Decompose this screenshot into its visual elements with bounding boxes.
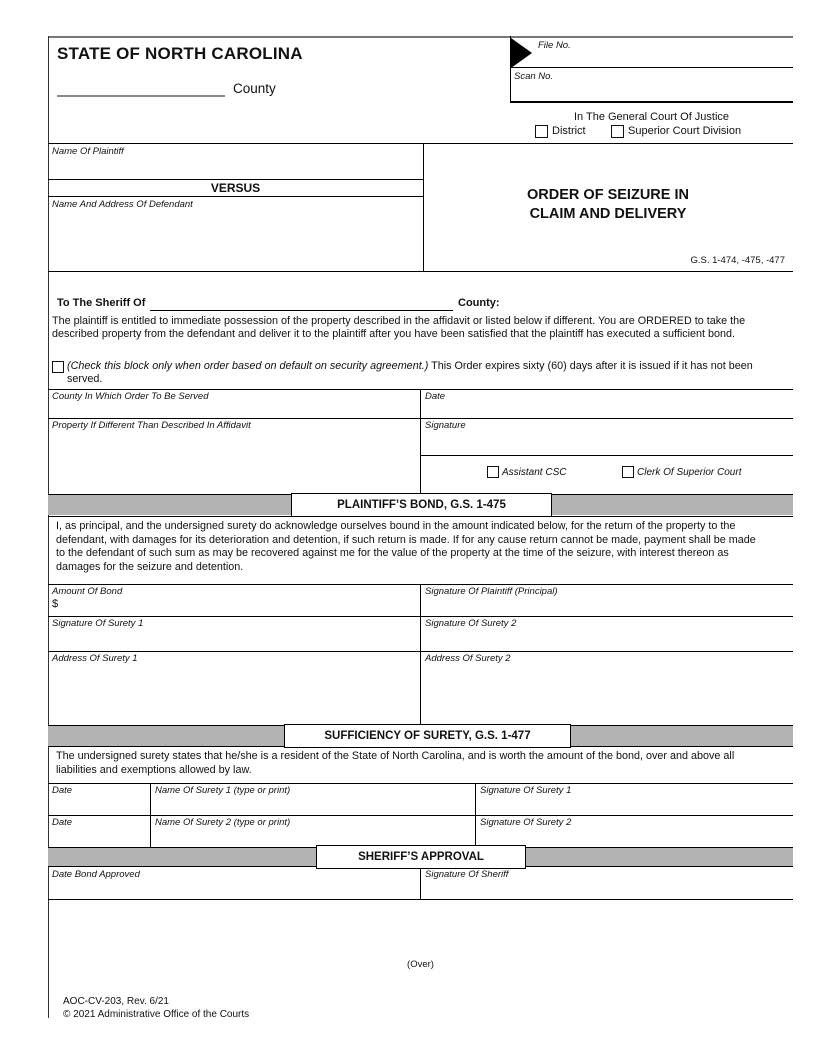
property-label: Property If Different Than Described In Affidavit [52,420,251,431]
form-title [424,186,792,224]
county-served-label: County In Which Order To Be Served [52,391,209,402]
order-checkbox-text [67,360,767,386]
county-blank[interactable] [57,81,225,97]
court-division-line: In The General Court Of Justice [573,111,730,123]
form-title-line2: CLAIM AND DELIVERY [529,206,687,222]
superior-checkbox[interactable] [611,125,624,138]
scan-no-field[interactable] [514,83,788,99]
sufficiency-heading-box [284,724,571,748]
district-checkbox[interactable] [535,125,548,138]
order-date-label: Date [425,391,446,402]
suff-sig2-field[interactable] [477,829,789,844]
assistant-csc-checkbox[interactable] [487,466,499,478]
sig-surety1-field[interactable] [50,630,418,648]
suff-name1-label: Name Of Surety 1 (type or print) [155,785,291,796]
clerk-checkbox[interactable] [622,466,634,478]
suff-name1-field[interactable] [152,797,472,812]
date-bond-approved-label: Date Bond Approved [52,869,140,880]
copyright: © 2021 Administrative Office of the Courts [63,1009,250,1020]
row-divider [420,866,421,899]
property-field[interactable] [50,433,418,491]
caption-top-line [48,143,793,144]
sheriff-heading: SHERIFF’S APPROVAL [358,851,484,863]
order-body: The plaintiff is entitled to immediate possession of the property described in the affidavit or listed below if different. You are ORDERED to take the described property from the defendant and deliver it to the plaintiff after you have been satisfied that the plaintiff has executed a sufficient bond. [52,315,746,341]
addr-surety1-field[interactable] [50,666,418,722]
row-line [48,783,793,784]
suff-name2-label: Name Of Surety 2 (type or print) [155,817,291,828]
bond-heading: PLAINTIFF’S BOND, G.S. 1-475 [337,499,506,511]
sheriff-heading-box [316,845,526,869]
county-served-field[interactable] [50,403,418,417]
sig-surety2-label: Signature Of Surety 2 [425,618,517,629]
sig-plaintiff-field[interactable] [422,598,790,613]
order-checkbox-rest: This Order expires sixty (60) days after it is issued if it has not been served. [67,360,753,386]
suff-date2-field[interactable] [50,829,148,844]
signature-label: Signature [425,420,466,431]
file-no-field[interactable] [538,52,788,66]
row-divider [420,389,421,418]
row-divider [420,584,421,616]
addr-surety2-label: Address Of Surety 2 [425,653,511,664]
state-title: STATE OF NORTH CAROLINA [57,44,303,63]
over-label: (Over) [407,959,434,970]
defendant-label: Name And Address Of Defendant [52,199,193,210]
row-divider [420,616,421,651]
scan-no-label: Scan No. [514,71,554,82]
versus-label: VERSUS [210,181,261,195]
superior-label: Superior Court Division [628,125,742,137]
suff-name2-field[interactable] [152,829,472,844]
row-divider [420,418,421,494]
signature-field[interactable] [422,433,790,453]
amount-of-bond-label: Amount Of Bond [52,586,123,597]
amount-of-bond-field[interactable] [64,598,414,613]
district-label: District [552,125,586,137]
suff-date1-field[interactable] [50,797,148,812]
sig-surety2-field[interactable] [422,630,790,648]
form-number: AOC-CV-203, Rev. 6/21 [63,996,169,1007]
caption-bottom-line [48,271,793,272]
suff-date2-label: Date [52,817,73,828]
defendant-field[interactable] [50,212,420,268]
suff-date1-label: Date [52,785,73,796]
suff-sig1-label: Signature Of Surety 1 [480,785,572,796]
row-line [48,899,793,900]
sheriff-county-blank[interactable] [150,298,453,311]
file-no-line [510,67,793,68]
row-divider [420,651,421,725]
versus-band [48,179,423,197]
signature-underline [420,455,793,456]
form-border-top [48,36,793,38]
county-label: County [233,81,276,96]
bond-body: I, as principal, and the undersigned surety do acknowledge ourselves bound in the amount indicated below, for the return of the property to the defendant, with damages for its deterioration and detention, if such return is made. If for any cause return cannot be made, payment shall be made to the defendant of such sum as may be recovered against me for the value of the property at the time of the seizure, with interest thereon as damages for the seizure and detention. [56,520,756,573]
suff-sig2-label: Signature Of Surety 2 [480,817,572,828]
plaintiff-label: Name Of Plaintiff [52,146,124,157]
addr-surety2-field[interactable] [422,666,790,722]
file-pointer-icon [511,38,532,68]
file-no-label: File No. [538,40,571,51]
plaintiff-name-field[interactable] [50,158,420,178]
dollar-sign: $ [52,598,59,610]
sig-plaintiff-label: Signature Of Plaintiff (Principal) [425,586,558,597]
sig-sheriff-label: Signature Of Sheriff [425,869,509,880]
sig-surety1-label: Signature Of Surety 1 [52,618,144,629]
order-expiry-checkbox[interactable] [52,361,64,373]
to-sheriff-label: To The Sheriff Of [57,297,146,309]
scanbox-bottom-line [510,101,793,103]
assistant-csc-label: Assistant CSC [502,467,567,478]
order-checkbox-italic: (Check this block only when order based on default on security agreement.) [67,360,429,372]
row-line [48,815,793,816]
sig-sheriff-field[interactable] [422,881,790,897]
clerk-label: Clerk Of Superior Court [637,467,742,478]
bond-heading-box [291,493,552,517]
addr-surety1-label: Address Of Surety 1 [52,653,138,664]
sufficiency-heading: SUFFICIENCY OF SURETY, G.S. 1-477 [324,730,531,742]
county-colon-label: County: [458,297,500,309]
suff-sig1-field[interactable] [477,797,789,812]
sufficiency-body: The undersigned surety states that he/she is a resident of the State of North Carolina, and is worth the amount of the bond, over and above all liabilities and exemptions allowed by law. [56,750,735,776]
statutes-ref: G.S. 1-474, -475, -477 [690,255,785,266]
order-date-field[interactable] [422,403,790,417]
form-title-line1: ORDER OF SEIZURE IN [527,187,689,203]
date-bond-approved-field[interactable] [50,881,418,897]
